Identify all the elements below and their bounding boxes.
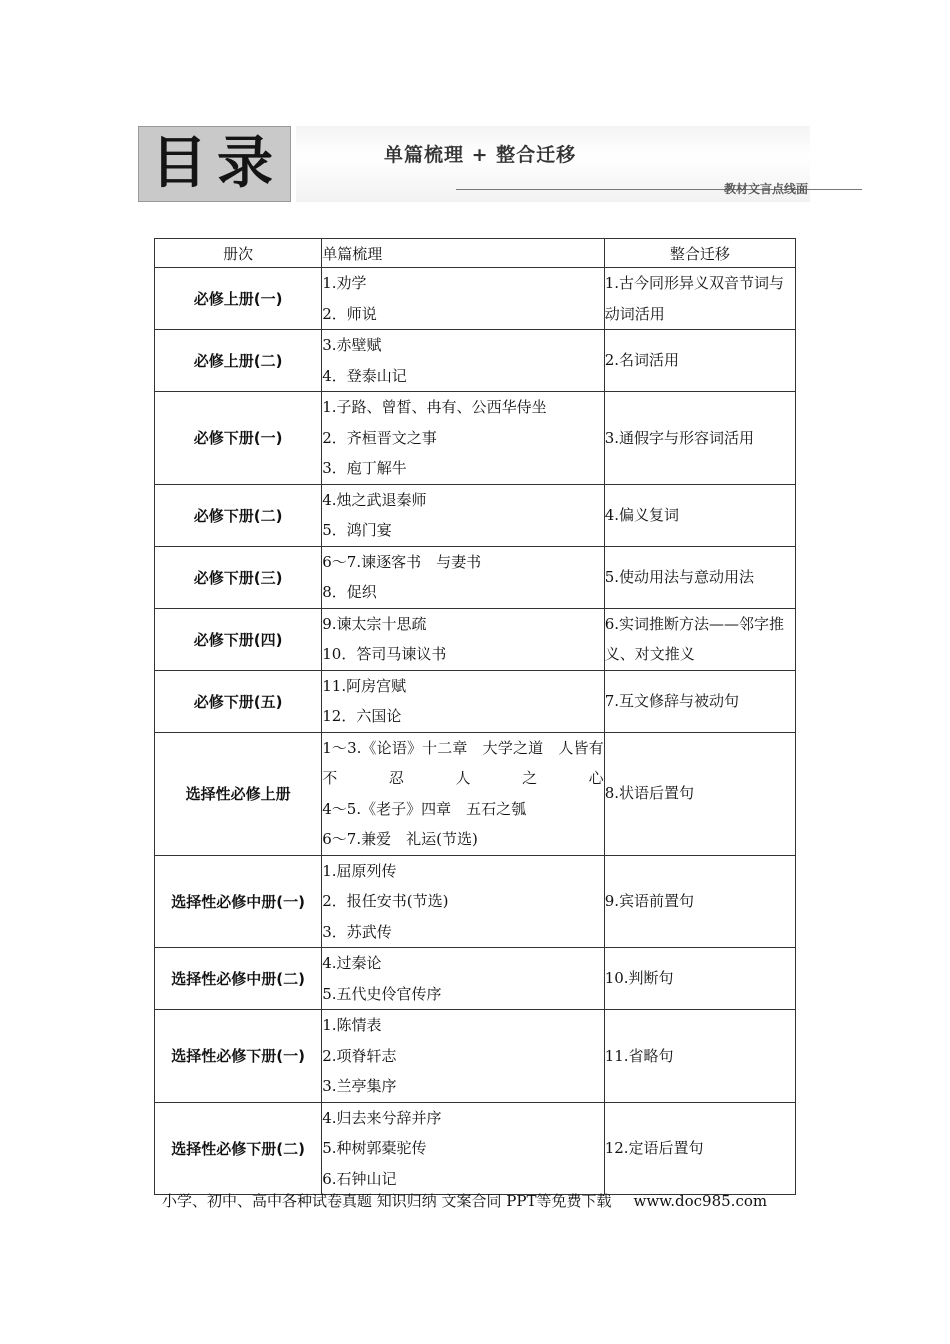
lesson-item[interactable]: 6.石钟山记 [322,1169,397,1188]
lessons-cell [322,392,604,485]
lesson-item[interactable]: 4.归去来兮辞并序 [322,1108,442,1127]
lesson-item[interactable]: 6～7.谏逐客书 与妻书 [322,552,482,571]
volume-cell: 必修下册(一) [155,392,322,485]
table-row [155,1102,796,1195]
volume-cell: 必修下册(二) [155,484,322,546]
footer-text: 小学、初中、高中各种试卷真题 知识归纳 文案合同 PPT等免费下载 [162,1192,612,1210]
lesson-item[interactable]: 1.子路、曾皙、冉有、公西华侍坐 [322,398,547,416]
integration-cell[interactable]: 9.宾语前置句 [604,855,795,948]
contents-table [154,238,796,1195]
lesson-item[interactable]: 2．齐桓晋文之事 [322,428,437,447]
lesson-item[interactable]: 4．登泰山记 [322,366,407,385]
lessons-cell [322,484,604,546]
volume-cell: 选择性必修上册 [155,732,322,855]
lesson-item[interactable]: 9.谏太宗十思疏 [322,614,427,633]
volume-cell: 选择性必修下册(一) [155,1010,322,1103]
integration-cell[interactable]: 5.使动用法与意动用法 [604,546,795,608]
table-row [155,732,796,855]
lesson-item[interactable]: 6～7.兼爱 礼运(节选) [322,830,478,848]
volume-cell: 必修下册(三) [155,546,322,608]
lesson-item[interactable]: 1～3.《论语》十二章 大学之道 人皆有不忍人之心 [322,738,604,787]
header-volume: 册次 [155,239,322,268]
lessons-cell [322,732,604,855]
volume-cell: 必修上册(二) [155,330,322,392]
lesson-item[interactable]: 1.屈原列传 [322,861,397,880]
integration-cell[interactable]: 8.状语后置句 [604,732,795,855]
integration-cell[interactable]: 12.定语后置句 [604,1102,795,1195]
table-row [155,546,796,608]
lessons-cell [322,330,604,392]
lesson-item[interactable]: 8．促织 [322,583,377,601]
lesson-item[interactable]: 3．苏武传 [322,922,392,941]
table-header-row [155,239,796,268]
table-row [155,330,796,392]
lesson-item[interactable]: 3.赤壁赋 [322,336,382,354]
lesson-item[interactable]: 2．师说 [322,304,377,323]
table-row [155,670,796,732]
integration-cell[interactable]: 2.名词活用 [604,330,795,392]
integration-cell[interactable]: 11.省略句 [604,1010,795,1103]
lesson-item[interactable]: 2．报任安书(节选) [322,892,449,910]
volume-cell: 选择性必修中册(二) [155,948,322,1010]
volume-cell: 选择性必修中册(一) [155,855,322,948]
volume-cell: 必修上册(一) [155,268,322,330]
lesson-item[interactable]: 3.兰亭集序 [322,1077,397,1095]
lesson-item[interactable]: 10．答司马谏议书 [322,645,447,663]
integration-cell[interactable]: 3.通假字与形容词活用 [604,392,795,485]
lesson-item[interactable]: 12．六国论 [322,707,402,725]
table-row [155,392,796,485]
lesson-item[interactable]: 4～5.《老子》四章 五石之瓠 [322,799,527,818]
table-row [155,608,796,670]
lessons-cell [322,670,604,732]
lessons-cell [322,855,604,948]
volume-cell: 必修下册(四) [155,608,322,670]
page-title: 目录 [151,131,283,196]
banner-title-box [138,126,291,202]
lesson-item[interactable]: 5.种树郭橐驼传 [322,1139,427,1157]
lessons-cell [322,948,604,1010]
lesson-item[interactable]: 5．鸿门宴 [322,521,392,539]
table-row [155,268,796,330]
table-row [155,1010,796,1103]
lessons-cell [322,1010,604,1103]
lesson-item[interactable]: 1.陈情表 [322,1016,382,1034]
lessons-cell [322,268,604,330]
lesson-item[interactable]: 11.阿房宫赋 [322,676,407,695]
table-row [155,484,796,546]
volume-cell: 选择性必修下册(二) [155,1102,322,1195]
lesson-item[interactable]: 3．庖丁解牛 [322,459,407,477]
table-row [155,948,796,1010]
table-row [155,855,796,948]
footer-url-link[interactable]: www.doc985.com [633,1192,768,1210]
integration-cell[interactable]: 6.实词推断方法——邻字推义、对文推义 [604,608,795,670]
integration-cell[interactable]: 1.古今同形异义双音节词与动词活用 [604,268,795,330]
banner-subtitle: 单篇梳理 + 整合迁移 [384,144,577,166]
header-lessons: 单篇梳理 [322,239,604,268]
title-banner [138,126,810,204]
lesson-item[interactable]: 4.过秦论 [322,954,382,972]
page-footer [162,1190,767,1211]
integration-cell[interactable]: 10.判断句 [604,948,795,1010]
lesson-item[interactable]: 2.项脊轩志 [322,1046,397,1065]
lessons-cell [322,1102,604,1195]
integration-cell[interactable]: 4.偏义复词 [604,484,795,546]
volume-cell: 必修下册(五) [155,670,322,732]
integration-cell[interactable]: 7.互文修辞与被动句 [604,670,795,732]
header-integration: 整合迁移 [604,239,795,268]
lessons-cell [322,546,604,608]
lesson-item[interactable]: 4.烛之武退秦师 [322,490,427,509]
lessons-cell [322,608,604,670]
lesson-item[interactable]: 5.五代史伶官传序 [322,984,442,1003]
banner-tag: 教材文言点线面 [723,182,808,196]
lesson-item[interactable]: 1.劝学 [322,274,367,292]
